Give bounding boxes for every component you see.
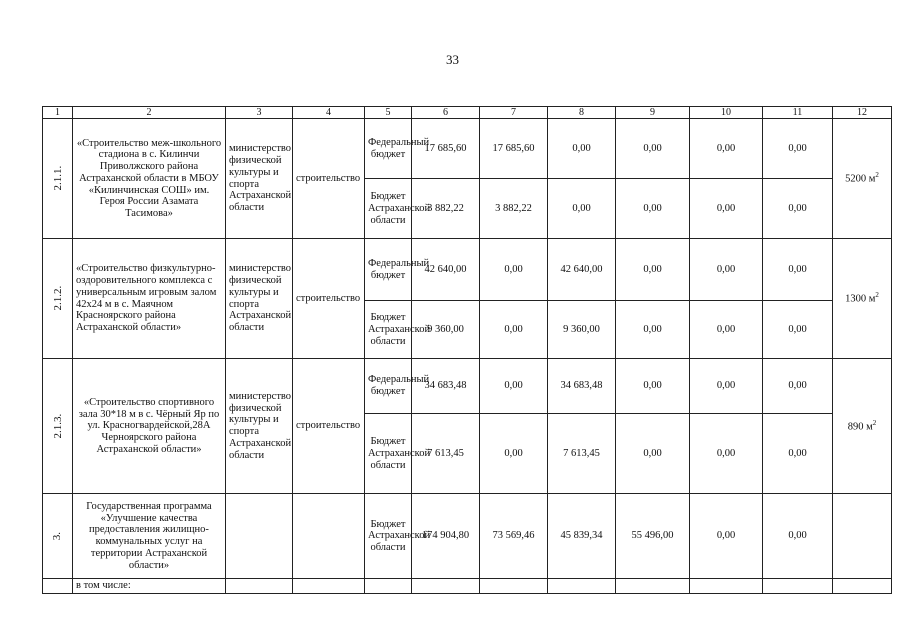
table-row [43,579,892,594]
result-indicator: 5200 $м^2$ [833,119,892,239]
value-col9: 0,00 [616,359,690,414]
empty-cell [293,579,365,594]
value-col7: 0,00 [480,301,548,359]
value-col9: 0,00 [616,239,690,301]
empty-cell [833,579,892,594]
activity-name: «Строительство физкультурно-оздоровительного комплекса с универсальным игровым залом 42х24 м в с. Маячном Красноярского района Астраханской области» [73,239,226,359]
funding-source: Федеральный бюджет [365,239,412,301]
value-col11: 0,00 [763,494,833,579]
value-col11: 0,00 [763,414,833,494]
value-col10: 0,00 [690,494,763,579]
value-col9: 0,00 [616,179,690,239]
table-row [43,239,892,301]
row-number-cell [43,359,73,494]
result-indicator: 890 $м^2$ [833,359,892,494]
value-col11: 0,00 [763,301,833,359]
column-header: 5 [365,107,412,119]
column-header: 10 [690,107,763,119]
activity-name: «Строительство спортивного зала 30*18 м в с. Чёрный Яр по ул. Красногвардейской,28А Черноярского района Астраханской области» [73,359,226,494]
value-col7: 0,00 [480,239,548,301]
row-number: 3. [51,531,64,541]
value-col10: 0,00 [690,414,763,494]
value-col7: 17 685,60 [480,119,548,179]
empty-cell [293,494,365,579]
page-number: 33 [446,52,459,67]
value-col7: 0,00 [480,414,548,494]
column-number-row [43,107,892,119]
result-indicator: 1300 $м^2$ [833,239,892,359]
funding-source: Бюджет Астраханской области [365,301,412,359]
budget-table [42,106,892,594]
value-col8: 42 640,00 [548,239,616,301]
value-col9: 0,00 [616,301,690,359]
column-header: 8 [548,107,616,119]
value-col8: 0,00 [548,179,616,239]
empty-cell [548,579,616,594]
value-col11: 0,00 [763,179,833,239]
empty-cell [365,579,412,594]
empty-cell [763,579,833,594]
row-number-cell [43,119,73,239]
work-type: строительство [293,239,365,359]
value-total: 3 882,22 [412,179,480,239]
value-col10: 0,00 [690,239,763,301]
table-row [43,119,892,179]
work-type: строительство [293,119,365,239]
row-number: 2.1.1. [52,166,65,191]
value-col11: 0,00 [763,359,833,414]
value-col10: 0,00 [690,359,763,414]
value-col10: 0,00 [690,301,763,359]
funding-source: Бюджет Астраханской области [365,414,412,494]
funding-source: Федеральный бюджет [365,119,412,179]
empty-cell [226,494,293,579]
column-header: 4 [293,107,365,119]
column-header: 12 [833,107,892,119]
value-col10: 0,00 [690,179,763,239]
value-total: 9 360,00 [412,301,480,359]
value-total: 174 904,80 [412,494,480,579]
row-number: 2.1.3. [52,413,65,439]
row-number: 2.1.2. [52,286,65,311]
column-header: 7 [480,107,548,119]
value-col9: 0,00 [616,119,690,179]
column-header: 6 [412,107,480,119]
column-header: 3 [226,107,293,119]
table-row [43,359,892,414]
executor: министерство физической культуры и спорта Астраханской области [226,239,293,359]
value-col9: 0,00 [616,414,690,494]
value-col11: 0,00 [763,119,833,179]
value-col11: 0,00 [763,239,833,301]
table-row [43,494,892,579]
executor: министерство физической культуры и спорта Астраханской области [226,119,293,239]
value-col7: 0,00 [480,359,548,414]
value-total: 34 683,48 [412,359,480,414]
funding-source: Бюджет Астраханской области [365,494,412,579]
value-total: 7 613,45 [412,414,480,494]
value-col8: 9 360,00 [548,301,616,359]
executor: министерство физической культуры и спорта Астраханской области [226,359,293,494]
empty-cell [833,494,892,579]
empty-cell [690,579,763,594]
value-total: 42 640,00 [412,239,480,301]
column-header: 11 [763,107,833,119]
value-col8: 0,00 [548,119,616,179]
empty-cell [226,579,293,594]
value-total: 17 685,60 [412,119,480,179]
program-name: Государственная программа «Улучшение качества предоставления жилищно-коммунальных услуг на территории Астраханской области» [73,494,226,579]
value-col8: 7 613,45 [548,414,616,494]
value-col7: 3 882,22 [480,179,548,239]
empty-cell [616,579,690,594]
empty-cell [480,579,548,594]
work-type: строительство [293,359,365,494]
value-col9: 55 496,00 [616,494,690,579]
empty-cell [412,579,480,594]
value-col8: 34 683,48 [548,359,616,414]
value-col7: 73 569,46 [480,494,548,579]
activity-name: «Строительство меж-школьного стадиона в с. Килинчи Приволжского района Астраханской области в МБОУ «Килинчинская СОШ» им. Героя России Азамата Тасимова» [73,119,226,239]
column-header: 2 [73,107,226,119]
empty-cell [43,579,73,594]
value-col8: 45 839,34 [548,494,616,579]
row-number-cell [43,494,73,579]
column-header: 1 [43,107,73,119]
funding-source: Федеральный бюджет [365,359,412,414]
column-header: 9 [616,107,690,119]
value-col10: 0,00 [690,119,763,179]
row-number-cell [43,239,73,359]
subtotal-label: в том числе: [73,579,226,594]
funding-source: Бюджет Астраханской области [365,179,412,239]
